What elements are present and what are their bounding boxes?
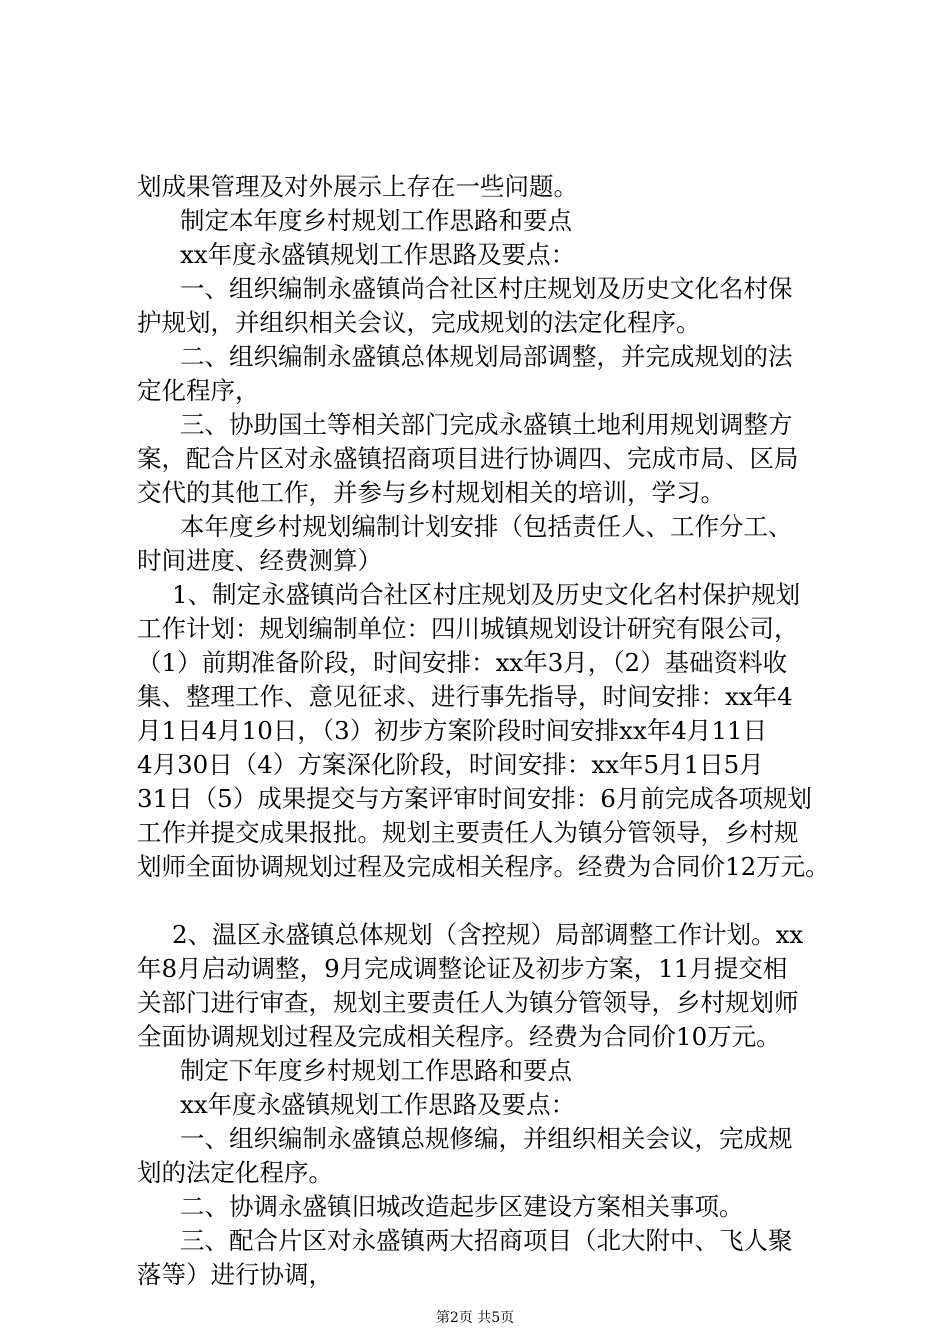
paragraph-line: 交代的其他工作，并参与乡村规划相关的培训，学习。 (137, 478, 725, 507)
section-heading: 时间进度、经费测算） (137, 546, 382, 575)
paragraph-line: xx年度永盛镇规划工作思路及要点： (180, 1090, 576, 1119)
page-number: 第2页 共5页 (435, 1310, 515, 1326)
paragraph-line: 31日（5）成果提交与方案评审时间安排：6月前完成各项规划 (137, 784, 812, 813)
paragraph-line: xx年度永盛镇规划工作思路及要点： (180, 240, 576, 269)
paragraph-line: 护规划，并组织相关会议，完成规划的法定化程序。 (137, 308, 701, 337)
paragraph-line: 二、协调永盛镇旧城改造起步区建设方案相关事项。 (180, 1192, 744, 1221)
section-heading: 本年度乡村规划编制计划安排（包括责任人、工作分工、 (180, 512, 793, 541)
paragraph-line: 定化程序， (137, 376, 260, 405)
paragraph-line: 落等）进行协调， (137, 1260, 333, 1289)
paragraph-line: 工作计划：规划编制单位：四川城镇规划设计研究有限公司， (137, 614, 799, 643)
paragraph-line: 全面协调规划过程及完成相关程序。经费为合同价10万元。 (137, 1022, 781, 1051)
section-heading: 制定本年度乡村规划工作思路和要点 (180, 206, 572, 235)
paragraph-line: 案，配合片区对永盛镇招商项目进行协调四、完成市局、区局 (137, 444, 799, 473)
paragraph-line: 2、温区永盛镇总体规划（含控规）局部调整工作计划。xx (172, 920, 804, 949)
page-footer (0, 1308, 950, 1328)
paragraph-line: 三、配合片区对永盛镇两大招商项目（北大附中、飞人聚 (180, 1226, 793, 1255)
paragraph-line: 二、组织编制永盛镇总体规划局部调整，并完成规划的法 (180, 342, 793, 371)
paragraph-line: 一、组织编制永盛镇尚合社区村庄规划及历史文化名村保 (180, 274, 793, 303)
paragraph-line: 年8月启动调整，9月完成调整论证及初步方案，11月提交相 (137, 954, 788, 983)
paragraph-line: 关部门进行审查，规划主要责任人为镇分管领导，乡村规划师 (137, 988, 799, 1017)
paragraph-line: 月1日4月10日，（3）初步方案阶段时间安排xx年4月11日 (137, 716, 768, 745)
paragraph-line: （1）前期准备阶段，时间安排：xx年3月，（2）基础资料收 (137, 648, 788, 677)
paragraph-line: 工作并提交成果报批。规划主要责任人为镇分管领导，乡村规 (137, 818, 799, 847)
paragraph-line: 1、制定永盛镇尚合社区村庄规划及历史文化名村保护规划 (172, 580, 801, 609)
paragraph-line: 划师全面协调规划过程及完成相关程序。经费为合同价12万元。 (137, 852, 830, 881)
paragraph-line: 4月30日（4）方案深化阶段，时间安排：xx年5月1日5月 (137, 750, 764, 779)
paragraph-line: 三、协助国土等相关部门完成永盛镇土地利用规划调整方 (180, 410, 793, 439)
paragraph-line: 一、组织编制永盛镇总规修编，并组织相关会议，完成规 (180, 1124, 793, 1153)
section-heading: 制定下年度乡村规划工作思路和要点 (180, 1056, 572, 1085)
paragraph-line: 划成果管理及对外展示上存在一些问题。 (137, 172, 578, 201)
paragraph-line: 划的法定化程序。 (137, 1158, 333, 1187)
paragraph-line: 集、整理工作、意见征求、进行事先指导，时间安排：xx年4 (137, 682, 793, 711)
